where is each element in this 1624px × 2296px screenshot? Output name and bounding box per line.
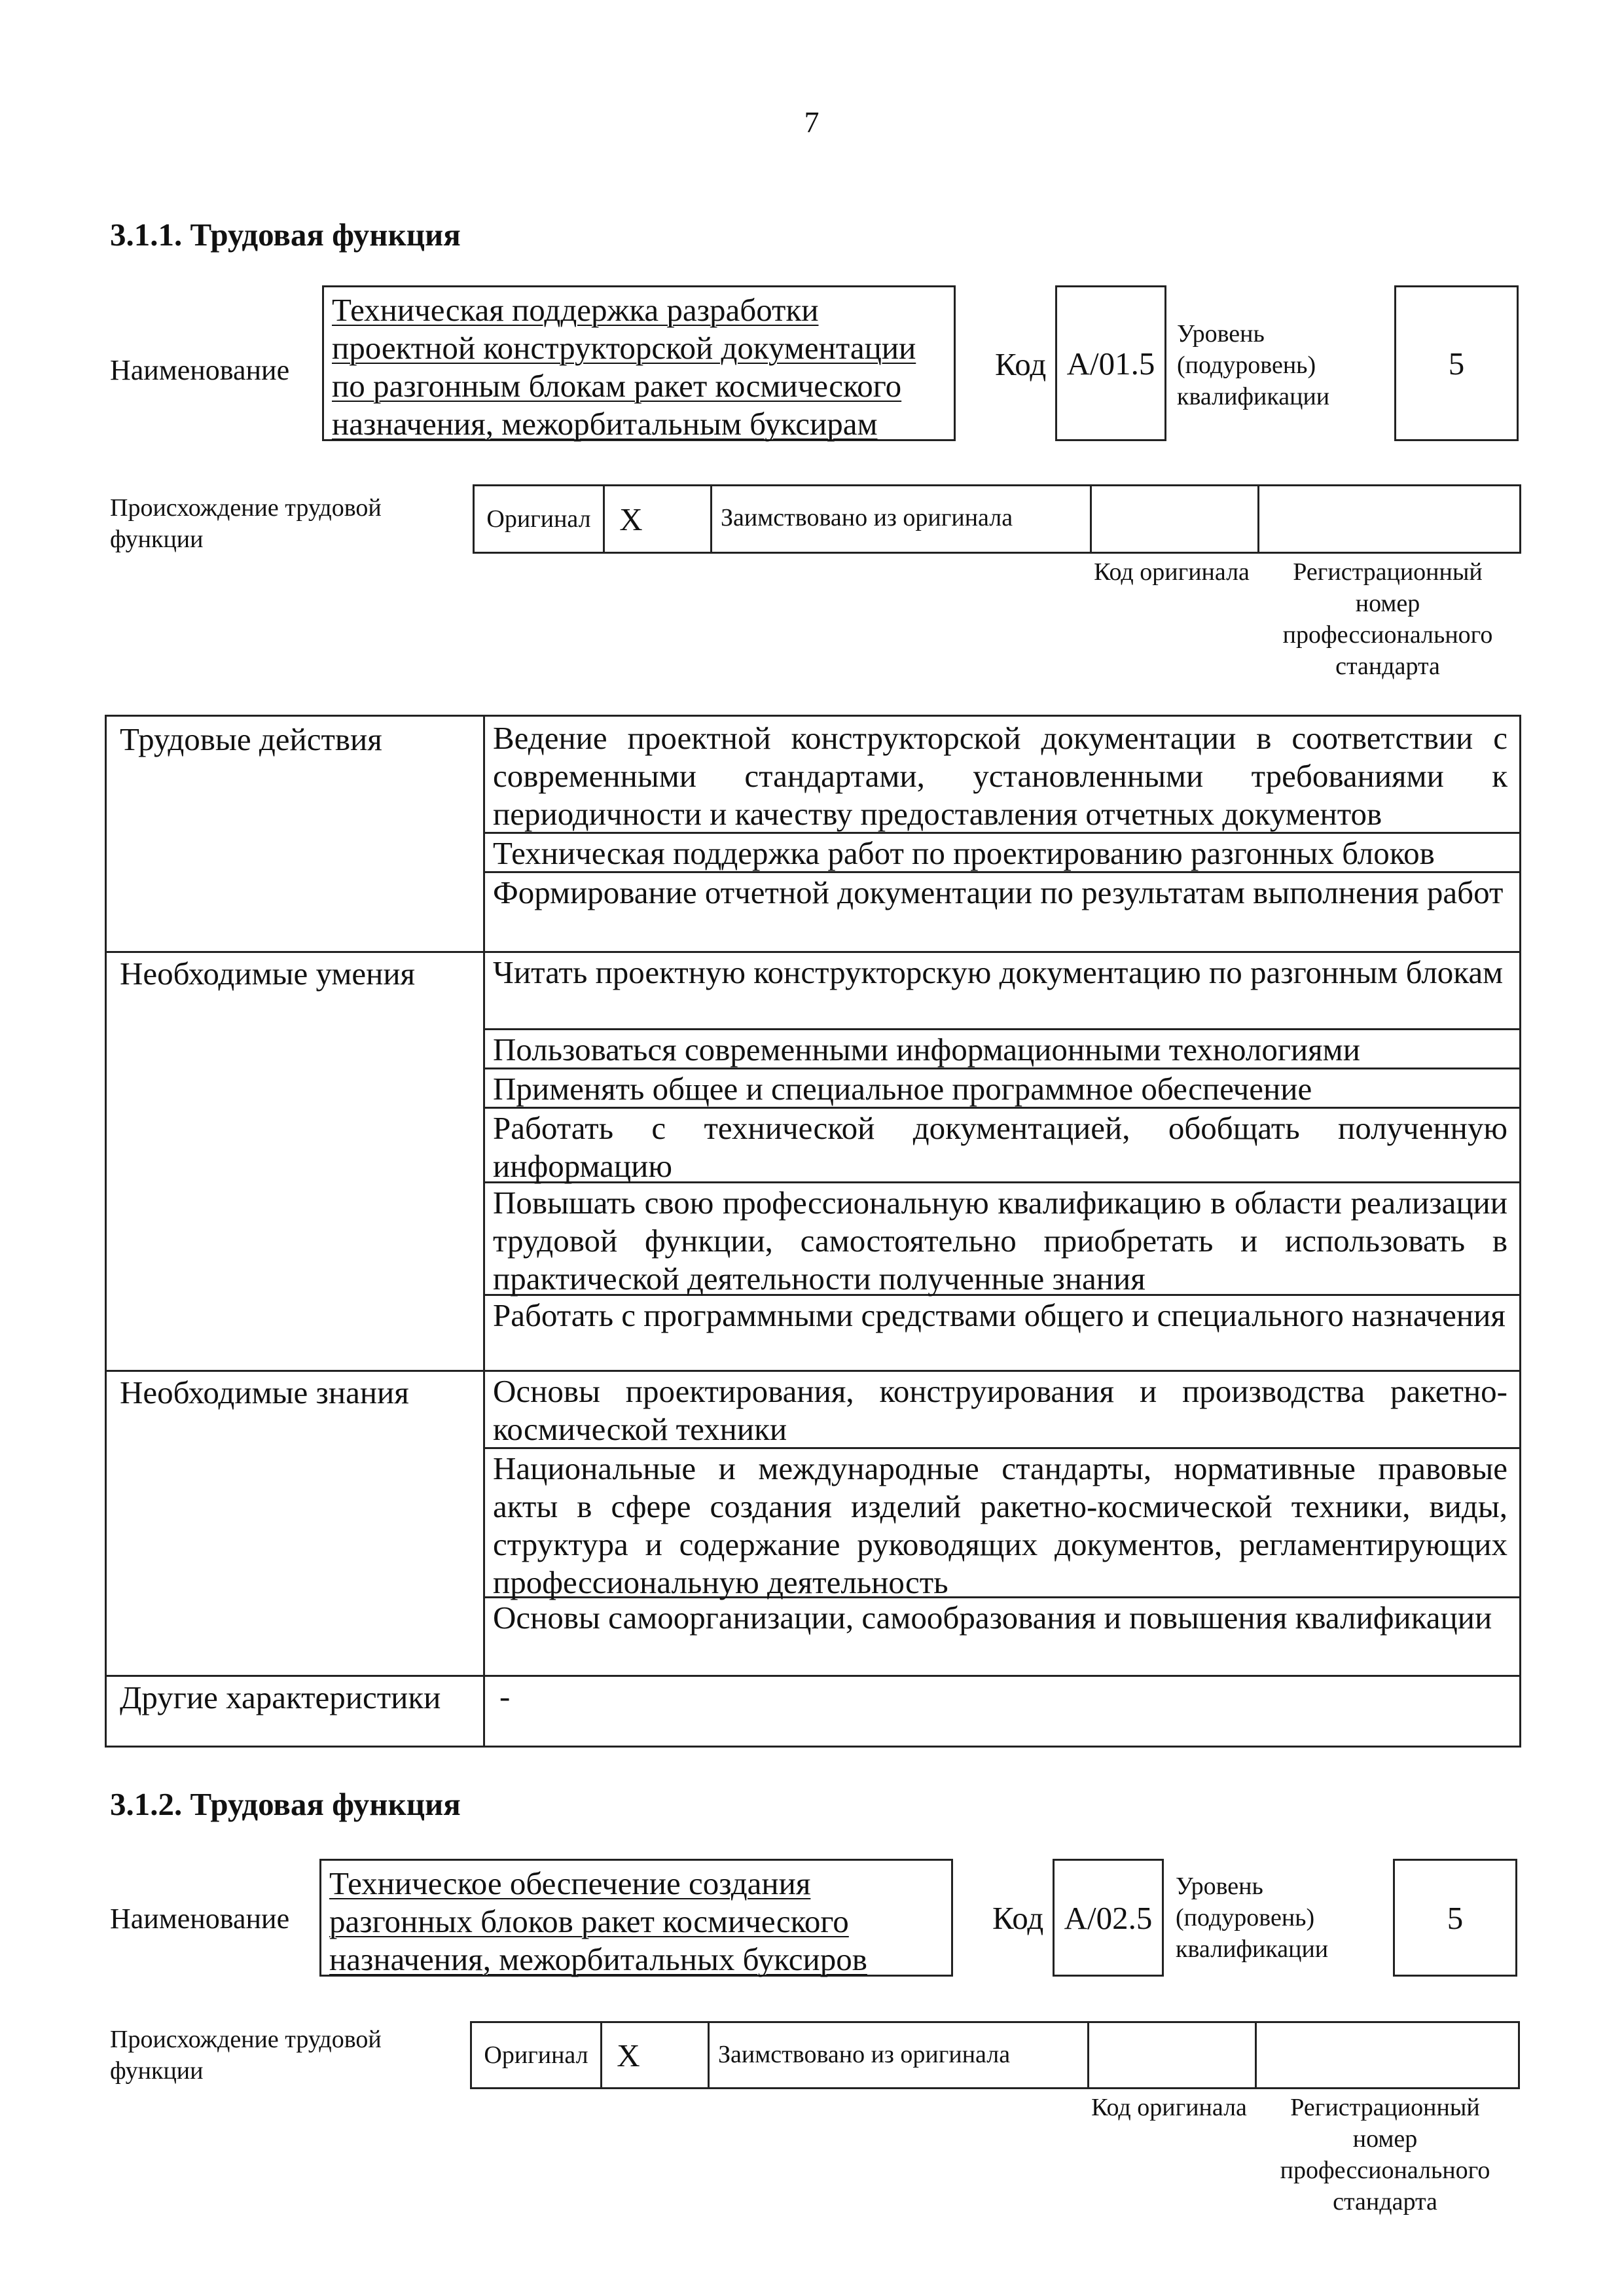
origin-reg-caption-2: Регистрационный номер профессионального стандарта bbox=[1280, 2094, 1490, 2215]
level-value-2: 5 bbox=[1393, 1859, 1517, 1977]
origin-mark-2: X bbox=[617, 2037, 640, 2073]
page-number: 7 bbox=[804, 105, 820, 139]
name-value-box-2 bbox=[319, 1859, 953, 1977]
origin-row-1 bbox=[473, 484, 1521, 554]
knowledge-item-3: Основы самоорганизации, самообразования и повышения квалификации bbox=[493, 1600, 1492, 1636]
origin-original-2: Оригинал bbox=[484, 2041, 588, 2069]
other-item-1: - bbox=[499, 1678, 511, 1714]
skill-item-4: Работать с технической документацией, обобщать полученную информацию bbox=[493, 1110, 1507, 1184]
row-label-actions: Трудовые действия bbox=[120, 721, 382, 757]
skill-item-6: Работать с программными средствами общего и специального назначения bbox=[493, 1297, 1506, 1333]
skill-item-5: Повышать свою профессиональную квалификацию в области реализации трудовой функции, самостоятельно приобретать и использовать в практической деятельности полученные знания bbox=[493, 1185, 1507, 1297]
section-heading-1: 3.1.1. Трудовая функция bbox=[110, 217, 461, 253]
row-label-other: Другие характеристики bbox=[120, 1679, 441, 1715]
name-value-box-1 bbox=[322, 285, 956, 441]
skill-item-3: Применять общее и специальное программное обеспечение bbox=[493, 1071, 1312, 1107]
row-label-knowledge: Необходимые знания bbox=[120, 1374, 409, 1410]
code-value-2: A/02.5 bbox=[1053, 1859, 1164, 1977]
level-label-2: Уровень (подуровень) квалификации bbox=[1176, 1873, 1329, 1963]
code-value-1: A/01.5 bbox=[1055, 285, 1166, 441]
name-label-2: Наименование bbox=[110, 1903, 290, 1935]
origin-borrowed-1: Заимствовано из оригинала bbox=[721, 504, 1013, 531]
functions-table bbox=[105, 715, 1521, 1748]
skill-item-1: Читать проектную конструкторскую документацию по разгонным блокам bbox=[493, 954, 1504, 990]
name-value-1: Техническая поддержка разработки проектной конструкторской документации по разгонным блокам ракет космического назначения, межорбитальным буксирам bbox=[332, 292, 916, 442]
origin-row-2 bbox=[470, 2021, 1520, 2089]
level-label-1: Уровень (подуровень) квалификации bbox=[1177, 320, 1330, 410]
origin-borrowed-2: Заимствовано из оригинала bbox=[718, 2041, 1011, 2068]
origin-reg-caption-1: Регистрационный номер профессионального стандарта bbox=[1282, 558, 1493, 680]
action-item-3: Формирование отчетной документации по результатам выполнения работ bbox=[493, 874, 1504, 910]
origin-code-caption-1: Код оригинала bbox=[1094, 558, 1250, 586]
name-value-2: Техническое обеспечение создания разгонных блоков ракет космического назначения, межорбитальных буксиров bbox=[329, 1865, 867, 1977]
origin-code-caption-2: Код оригинала bbox=[1091, 2094, 1247, 2121]
code-label-2: Код bbox=[992, 1900, 1044, 1936]
origin-mark-1: X bbox=[619, 501, 643, 537]
origin-label-2: Происхождение трудовой функции bbox=[110, 2026, 382, 2085]
knowledge-item-1: Основы проектирования, конструирования и производства ракетно-космической техники bbox=[493, 1373, 1507, 1447]
origin-original-1: Оригинал bbox=[486, 505, 591, 533]
action-item-1: Ведение проектной конструкторской документации в соответствии с современными стандартами, установленными требованиями к периодичности и качеству предоставления отчетных документов bbox=[493, 720, 1507, 832]
skill-item-2: Пользоваться современными информационными технологиями bbox=[493, 1031, 1360, 1067]
row-label-skills: Необходимые умения bbox=[120, 956, 416, 992]
level-value-1: 5 bbox=[1394, 285, 1519, 441]
knowledge-item-2: Национальные и международные стандарты, нормативные правовые акты в сфере создания изделий ракетно-космической техники, виды, структура и содержание руководящих документов, регламентирующих профессиональную деятельность bbox=[493, 1450, 1507, 1600]
action-item-2: Техническая поддержка работ по проектированию разгонных блоков bbox=[493, 835, 1435, 871]
section-heading-2: 3.1.2. Трудовая функция bbox=[110, 1786, 461, 1822]
code-label-1: Код bbox=[995, 346, 1047, 382]
origin-label-1: Происхождение трудовой функции bbox=[110, 494, 382, 553]
name-label-1: Наименование bbox=[110, 354, 290, 386]
